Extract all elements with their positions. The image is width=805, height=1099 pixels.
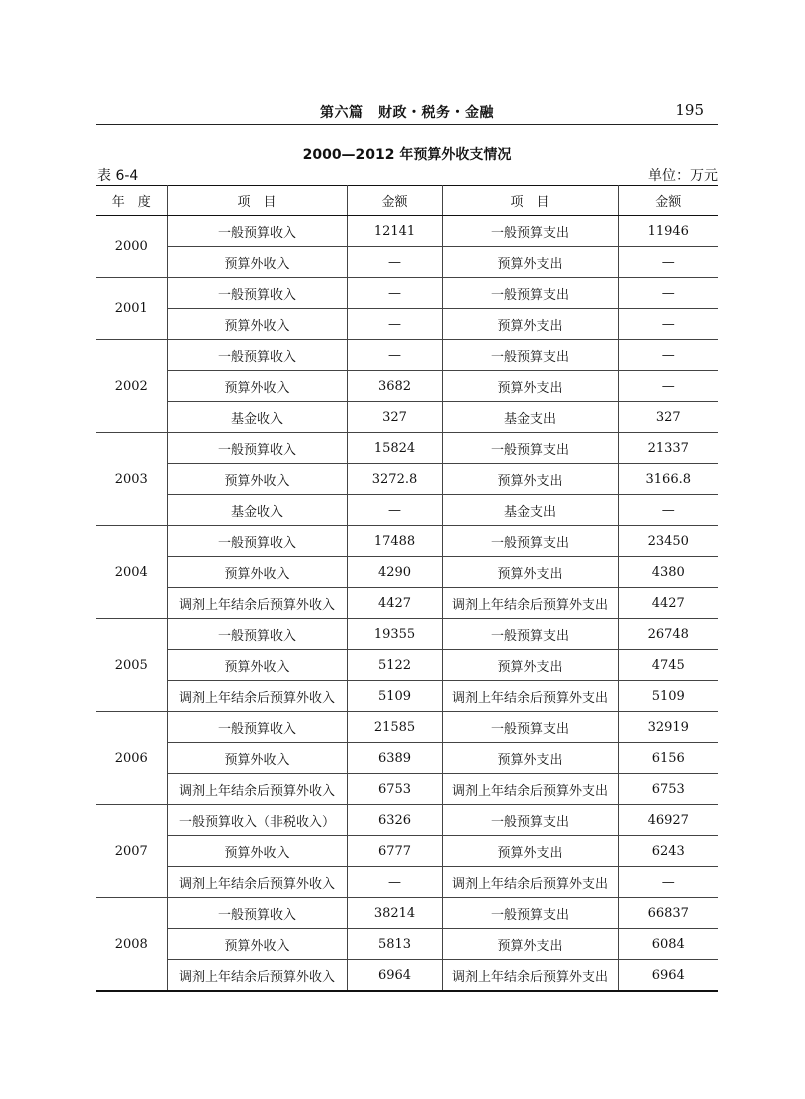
income-amount-cell: 17488 (347, 526, 442, 557)
expense-item-cell: 预算外支出 (442, 650, 618, 681)
expense-amount-cell: 4427 (618, 588, 718, 619)
expense-item-cell: 调剂上年结余后预算外支出 (442, 867, 618, 898)
expense-amount-cell: — (618, 867, 718, 898)
income-item-cell: 调剂上年结余后预算外收入 (167, 867, 347, 898)
income-item-cell: 调剂上年结余后预算外收入 (167, 960, 347, 992)
running-title: 第六篇 财政・税务・金融 (320, 105, 494, 121)
income-amount-cell: 21585 (347, 712, 442, 743)
income-amount-cell: 15824 (347, 433, 442, 464)
table-row (96, 712, 718, 743)
income-amount-cell: — (347, 309, 442, 340)
income-amount-cell: — (347, 340, 442, 371)
income-amount-cell: 12141 (347, 216, 442, 247)
table-row (96, 836, 718, 867)
expense-amount-cell: 6084 (618, 929, 718, 960)
income-amount-cell: 6964 (347, 960, 442, 992)
expense-item-cell: 预算外支出 (442, 836, 618, 867)
expense-item-cell: 一般预算支出 (442, 898, 618, 929)
expense-amount-cell: — (618, 278, 718, 309)
table-row (96, 898, 718, 929)
budget-table (96, 185, 718, 992)
income-amount-cell: 5109 (347, 681, 442, 712)
expense-item-cell: 一般预算支出 (442, 805, 618, 836)
income-item-cell: 一般预算收入 (167, 712, 347, 743)
table-number: 表 6-4 (97, 168, 139, 184)
income-item-cell: 一般预算收入 (167, 340, 347, 371)
table-header-row (96, 186, 718, 216)
table-row (96, 681, 718, 712)
column-header-year: 年 度 (96, 186, 167, 216)
income-item-cell: 调剂上年结余后预算外收入 (167, 588, 347, 619)
expense-amount-cell: 66837 (618, 898, 718, 929)
table-row (96, 402, 718, 433)
income-amount-cell: 38214 (347, 898, 442, 929)
income-amount-cell: 6753 (347, 774, 442, 805)
year-cell: 2005 (96, 619, 167, 712)
income-item-cell: 一般预算收入 (167, 278, 347, 309)
expense-item-cell: 一般预算支出 (442, 278, 618, 309)
income-amount-cell: 6777 (347, 836, 442, 867)
expense-item-cell: 调剂上年结余后预算外支出 (442, 960, 618, 992)
expense-item-cell: 一般预算支出 (442, 526, 618, 557)
income-amount-cell: 5813 (347, 929, 442, 960)
expense-item-cell: 一般预算支出 (442, 216, 618, 247)
expense-item-cell: 调剂上年结余后预算外支出 (442, 588, 618, 619)
table-row (96, 650, 718, 681)
income-item-cell: 预算外收入 (167, 929, 347, 960)
expense-amount-cell: 6156 (618, 743, 718, 774)
expense-amount-cell: — (618, 340, 718, 371)
expense-item-cell: 预算外支出 (442, 371, 618, 402)
expense-amount-cell: — (618, 309, 718, 340)
column-header-income-item: 项 目 (167, 186, 347, 216)
table-row (96, 216, 718, 247)
income-item-cell: 基金收入 (167, 495, 347, 526)
income-item-cell: 调剂上年结余后预算外收入 (167, 774, 347, 805)
income-item-cell: 预算外收入 (167, 464, 347, 495)
table-row (96, 557, 718, 588)
expense-amount-cell: 32919 (618, 712, 718, 743)
table-row (96, 619, 718, 650)
expense-item-cell: 调剂上年结余后预算外支出 (442, 774, 618, 805)
income-item-cell: 一般预算收入 (167, 898, 347, 929)
expense-item-cell: 一般预算支出 (442, 619, 618, 650)
income-item-cell: 预算外收入 (167, 371, 347, 402)
table-row (96, 464, 718, 495)
year-cell: 2002 (96, 340, 167, 433)
table-row (96, 867, 718, 898)
income-item-cell: 一般预算收入 (167, 216, 347, 247)
unit-label: 单位：万元 (648, 168, 718, 184)
expense-amount-cell: — (618, 247, 718, 278)
running-header (96, 96, 718, 125)
table-title: 2000—2012 年预算外收支情况 (302, 147, 512, 163)
expense-amount-cell: 3166.8 (618, 464, 718, 495)
income-amount-cell: 327 (347, 402, 442, 433)
expense-item-cell: 预算外支出 (442, 247, 618, 278)
expense-item-cell: 预算外支出 (442, 557, 618, 588)
expense-amount-cell: 6243 (618, 836, 718, 867)
table-row (96, 929, 718, 960)
expense-item-cell: 预算外支出 (442, 309, 618, 340)
income-item-cell: 预算外收入 (167, 557, 347, 588)
expense-amount-cell: 23450 (618, 526, 718, 557)
income-item-cell: 预算外收入 (167, 650, 347, 681)
year-cell: 2008 (96, 898, 167, 992)
income-item-cell: 基金收入 (167, 402, 347, 433)
income-item-cell: 一般预算收入（非税收入） (167, 805, 347, 836)
expense-item-cell: 一般预算支出 (442, 712, 618, 743)
table-row (96, 340, 718, 371)
year-cell: 2001 (96, 278, 167, 340)
table-row (96, 247, 718, 278)
column-header-income-amount: 金额 (347, 186, 442, 216)
income-item-cell: 预算外收入 (167, 247, 347, 278)
expense-amount-cell: 4745 (618, 650, 718, 681)
income-item-cell: 一般预算收入 (167, 526, 347, 557)
table-row (96, 588, 718, 619)
income-item-cell: 一般预算收入 (167, 619, 347, 650)
income-amount-cell: — (347, 247, 442, 278)
table-row (96, 526, 718, 557)
year-cell: 2006 (96, 712, 167, 805)
expense-amount-cell: 46927 (618, 805, 718, 836)
income-amount-cell: 4427 (347, 588, 442, 619)
table-row (96, 805, 718, 836)
expense-amount-cell: 4380 (618, 557, 718, 588)
income-amount-cell: 6326 (347, 805, 442, 836)
column-header-expense-amount: 金额 (618, 186, 718, 216)
expense-item-cell: 调剂上年结余后预算外支出 (442, 681, 618, 712)
year-cell: 2004 (96, 526, 167, 619)
year-cell: 2007 (96, 805, 167, 898)
table-row (96, 278, 718, 309)
expense-amount-cell: 327 (618, 402, 718, 433)
income-item-cell: 预算外收入 (167, 309, 347, 340)
expense-amount-cell: 6753 (618, 774, 718, 805)
page-number: 195 (675, 101, 704, 119)
income-item-cell: 调剂上年结余后预算外收入 (167, 681, 347, 712)
income-amount-cell: 19355 (347, 619, 442, 650)
expense-item-cell: 基金支出 (442, 402, 618, 433)
expense-amount-cell: 5109 (618, 681, 718, 712)
expense-amount-cell: — (618, 371, 718, 402)
expense-item-cell: 预算外支出 (442, 929, 618, 960)
income-amount-cell: 4290 (347, 557, 442, 588)
income-item-cell: 一般预算收入 (167, 433, 347, 464)
expense-amount-cell: 21337 (618, 433, 718, 464)
income-amount-cell: 3682 (347, 371, 442, 402)
year-cell: 2003 (96, 433, 167, 526)
table-row (96, 743, 718, 774)
income-amount-cell: — (347, 278, 442, 309)
expense-amount-cell: 6964 (618, 960, 718, 992)
table-row (96, 371, 718, 402)
income-amount-cell: 3272.8 (347, 464, 442, 495)
income-amount-cell: — (347, 495, 442, 526)
table-row (96, 433, 718, 464)
table-row (96, 774, 718, 805)
table-row (96, 495, 718, 526)
expense-item-cell: 一般预算支出 (442, 340, 618, 371)
income-item-cell: 预算外收入 (167, 743, 347, 774)
year-cell: 2000 (96, 216, 167, 278)
expense-amount-cell: — (618, 495, 718, 526)
income-amount-cell: 5122 (347, 650, 442, 681)
income-item-cell: 预算外收入 (167, 836, 347, 867)
expense-item-cell: 一般预算支出 (442, 433, 618, 464)
expense-amount-cell: 11946 (618, 216, 718, 247)
table-row (96, 960, 718, 992)
income-amount-cell: — (347, 867, 442, 898)
expense-amount-cell: 26748 (618, 619, 718, 650)
expense-item-cell: 预算外支出 (442, 464, 618, 495)
income-amount-cell: 6389 (347, 743, 442, 774)
table-body (96, 216, 718, 992)
column-header-expense-item: 项 目 (442, 186, 618, 216)
expense-item-cell: 基金支出 (442, 495, 618, 526)
table-row (96, 309, 718, 340)
expense-item-cell: 预算外支出 (442, 743, 618, 774)
